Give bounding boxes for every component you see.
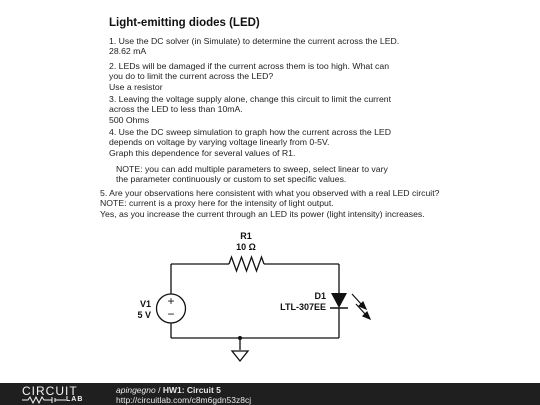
answer-3-text: 500 Ohms [109,114,150,125]
question-4-line-3: Graph this dependence for several values of R1. [109,147,296,158]
question-5-text: 5. Are your observations here consistent with what you observed with a real LED circuit? [100,188,440,198]
logo-waveform-icon [22,396,66,404]
sweep-note-line-2: the parameter continuously or custom to set specific values. [116,174,347,185]
question-1-text: 1. Use the DC solver (in Simulate) to determine the current across the LED. [109,36,400,46]
resistor-name-label: R1 [240,231,252,241]
question-4-line-1: 4. Use the DC sweep simulation to graph how the current across the LED [109,127,392,137]
led-d1[interactable] [330,293,348,308]
answer-2-text: Use a resistor [109,81,163,92]
attribution-separator: / [155,385,163,395]
circuit-name[interactable]: HW1: Circuit 5 [162,385,221,395]
question-2-line-1: 2. LEDs will be damaged if the current across them is too high. What can [109,61,390,71]
footer-bar [0,383,540,405]
circuit-attribution [116,385,221,395]
answer-5-text: Yes, as you increase the current through an LED its power (light intensity) increases. [100,208,425,219]
source-name-label: V1 [139,299,151,309]
question-4-line-2: depends on voltage by varying voltage linearly from 0-5V. [109,137,330,148]
answer-1-text: 28.62 mA [109,46,147,57]
voltage-source-v1[interactable] [157,294,186,323]
question-3-line-2: across the LED to less than 10mA. [109,104,243,115]
page-title: Light-emitting diodes (LED) [109,17,260,29]
question-2-line-2: you do to limit the current across the LED? [109,71,274,82]
source-plus-sign: + [167,294,175,308]
question-5-note: NOTE: current is a proxy here for the intensity of light output. [100,198,334,209]
led-name-label: D1 [314,291,326,301]
resistor-value-label: 10 Ω [236,242,256,252]
ground-icon [232,351,248,361]
source-value-label: 5 V [137,310,151,320]
circuitlab-logo-lab: LAB [66,396,84,403]
circuitlab-logo[interactable]: CIRCUIT [22,384,78,398]
sweep-note-line-1: NOTE: you can add multiple parameters to sweep, select linear to vary [116,164,388,174]
resistor-r1-symbol [229,257,264,271]
question-3-line-1: 3. Leaving the voltage supply alone, change this circuit to limit the current [109,94,392,104]
light-emission-arrows-icon [352,294,370,319]
junction-dot [238,336,242,340]
source-minus-sign: − [167,307,175,321]
circuit-url[interactable]: http://circuitlab.com/c8m6gdn53z8cj [116,395,252,405]
led-part-label: LTL-307EE [280,302,326,312]
author-link[interactable]: apingegno [116,385,156,395]
